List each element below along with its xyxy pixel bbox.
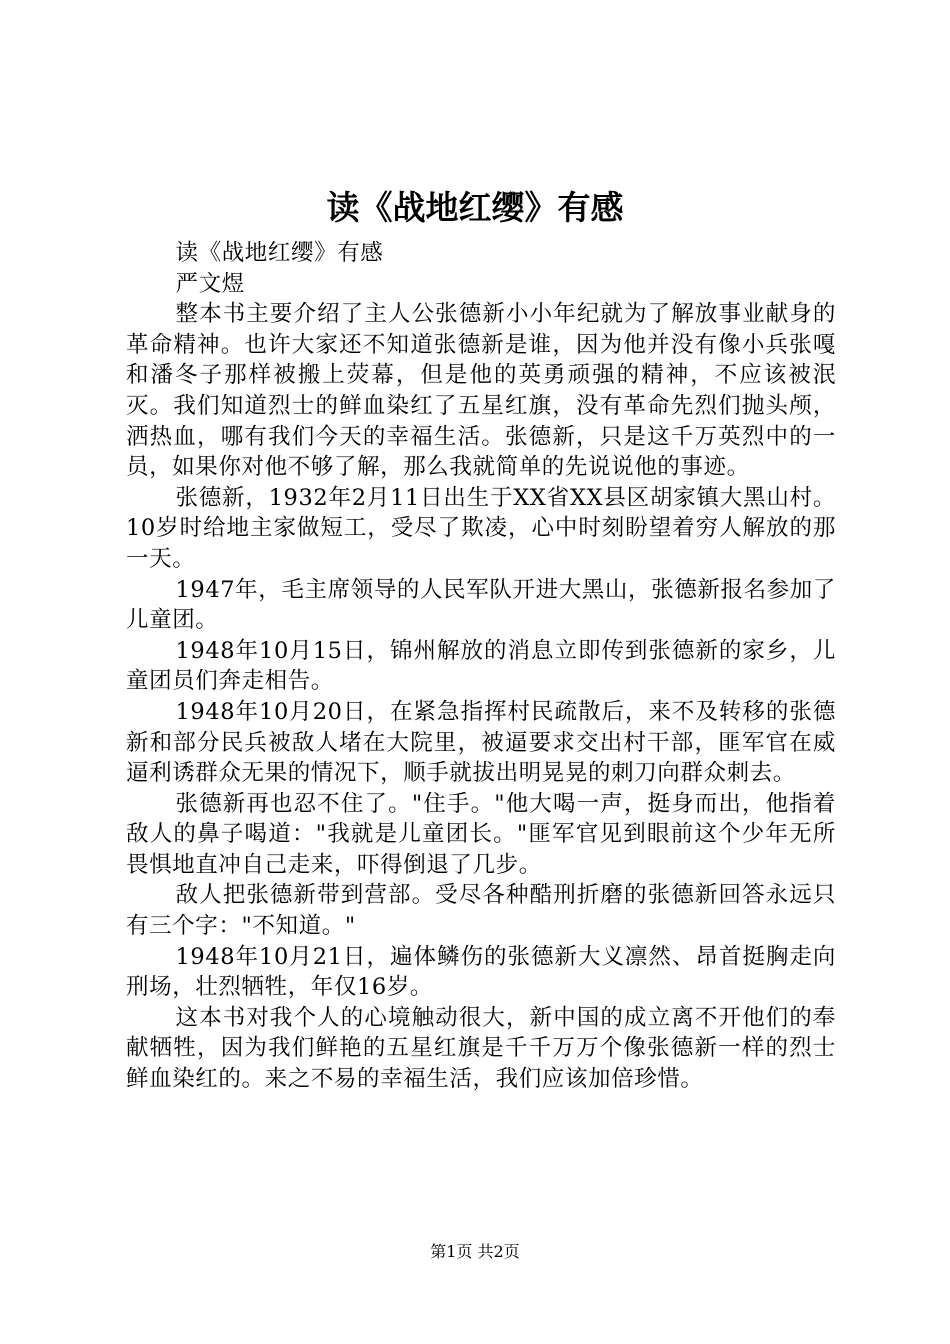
body-paragraph-1: 整本书主要介绍了主人公张德新小小年纪就为了解放事业献身的革命精神。也许大家还不知道张德新是谁，因为他并没有像小兵张嘎和潘冬子那样被搬上荧幕，但是他的英勇顽强的精神，不应该被泯灭。我们知道烈士的鲜血染红了五星红旗，没有革命先烈们抛头颅，洒热血，哪有我们今天的幸福生活。张德新，只是这千万英烈中的一员，如果你对他不够了解，那么我就简单的先说说他的事迹。 [126,301,836,481]
body-paragraph-9: 这本书对我个人的心境触动很大，新中国的成立离不开他们的奉献牺牲，因为我们鲜艳的五星红旗是千千万万个像张德新一样的烈士鲜血染红的。来之不易的幸福生活，我们应该加倍珍惜。 [126,1004,836,1093]
body-paragraph-5: 1948年10月20日，在紧急指挥村民疏散后，来不及转移的张德新和部分民兵被敌人堵在大院里，被逼要求交出村干部，匪军官在威逼利诱群众无果的情况下，顺手就拔出明晃晃的刺刀向群众刺去。 [126,698,836,787]
page-footer [0,1241,950,1263]
body-paragraph-2: 张德新，1932年2月11日出生于XX省XX县区胡家镇大黑山村。10岁时给地主家做短工，受尽了欺凌，心中时刻盼望着穷人解放的那一天。 [126,484,836,572]
body-paragraph-3: 1947年，毛主席领导的人民军队开进大黑山，张德新报名参加了儿童团。 [126,576,836,634]
page-indicator: 第1页 共2页 [430,1242,520,1261]
document-body [126,238,836,1095]
author-line: 严文煜 [175,270,245,297]
body-paragraph-8: 1948年10月21日，遍体鳞伤的张德新大义凛然、昂首挺胸走向刑场，壮烈牺牲，年仅16岁。 [126,943,836,1001]
body-paragraph-7: 敌人把张德新带到营部。受尽各种酷刑折磨的张德新回答永远只有三个字："不知道。" [126,882,836,940]
body-paragraph-6: 张德新再也忍不住了。"住手。"他大喝一声，挺身而出，他指着敌人的鼻子喝道："我就是儿童团长。"匪军官见到眼前这个少年无所畏惧地直冲自己走来，吓得倒退了几步。 [126,790,836,878]
subtitle-line: 读《战地红缨》有感 [175,240,384,266]
document-title: 读《战地红缨》有感 [326,188,624,227]
body-paragraph-4: 1948年10月15日，锦州解放的消息立即传到张德新的家乡，儿童团员们奔走相告。 [126,637,836,695]
